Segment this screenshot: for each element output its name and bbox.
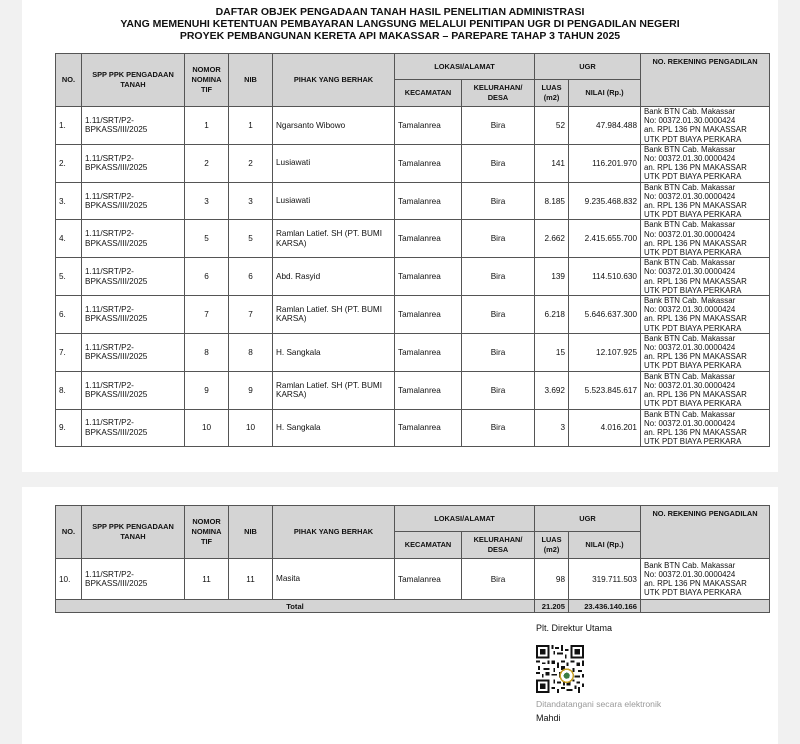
cell-luas: 8.185	[535, 182, 569, 220]
spp-line-1: 1.11/SRT/P2-	[85, 267, 134, 277]
cell-no: 8.	[56, 371, 82, 409]
table-row	[56, 296, 770, 334]
cell-no: 3.	[56, 182, 82, 220]
cell-rekening	[641, 559, 770, 600]
header-kecamatan: KECAMATAN	[395, 532, 462, 559]
cell-spp	[82, 258, 185, 296]
cell-pihak	[273, 144, 395, 182]
table-row	[56, 107, 770, 145]
header-nib: NIB	[229, 506, 273, 559]
cell-rekening	[641, 409, 770, 447]
cell-nilai: 47.984.488	[569, 107, 641, 145]
cell-no: 4.	[56, 220, 82, 258]
cell-kelurahan: Bira	[462, 409, 535, 447]
cell-luas: 139	[535, 258, 569, 296]
cell-nilai: 9.235.468.832	[569, 182, 641, 220]
spp-line-1: 1.11/SRT/P2-	[85, 304, 134, 314]
signatory-role: Plt. Direktur Utama	[536, 623, 613, 633]
cell-nominatif: 1	[185, 107, 229, 145]
bank-line-2: No: 00372.01.30.0000424	[644, 380, 736, 390]
land-objects-table-continued	[55, 505, 770, 613]
bank-line-2: No: 00372.01.30.0000424	[644, 191, 736, 201]
spp-line-1: 1.11/SRT/P2-	[85, 380, 134, 390]
header-luas: LUAS (m2)	[535, 80, 569, 107]
bank-line-2: No: 00372.01.30.0000424	[644, 116, 736, 126]
cell-no: 7.	[56, 333, 82, 371]
cell-nilai: 116.201.970	[569, 144, 641, 182]
title-line-3: PROYEK PEMBANGUNAN KERETA API MAKASSAR – PAREPARE TAHAP 3 TAHUN 2025	[179, 30, 621, 42]
bank-line-3: an. RPL 136 PN MAKASSAR	[644, 427, 747, 437]
pihak-line-1: Lusiawati	[276, 196, 311, 206]
header-nilai: NILAI (Rp.)	[569, 532, 641, 559]
cell-kecamatan: Tamalanrea	[395, 182, 462, 220]
cell-kecamatan: Tamalanrea	[395, 258, 462, 296]
bank-line-1: Bank BTN Cab. Makassar	[644, 144, 736, 154]
spp-line-2: BPKASS/III/2025	[85, 125, 148, 135]
cell-spp	[82, 220, 185, 258]
bank-line-2: No: 00372.01.30.0000424	[644, 305, 736, 315]
header-luas: LUAS (m2)	[535, 532, 569, 559]
cell-nib: 10	[229, 409, 273, 447]
header-spp: SPP PPK PENGADAAN TANAH	[82, 54, 185, 107]
spp-line-1: 1.11/SRT/P2-	[85, 153, 134, 163]
spp-line-2: BPKASS/III/2025	[85, 201, 148, 211]
cell-spp	[82, 107, 185, 145]
table-row	[56, 182, 770, 220]
total-rekening-empty	[641, 600, 770, 613]
cell-no: 1.	[56, 107, 82, 145]
total-nilai: 23.436.140.166	[569, 600, 641, 613]
header-kecamatan: KECAMATAN	[395, 80, 462, 107]
cell-nilai: 319.711.503	[569, 559, 641, 600]
table-row	[56, 144, 770, 182]
cell-no: 9.	[56, 409, 82, 447]
bank-line-3: an. RPL 136 PN MAKASSAR	[644, 314, 747, 324]
bank-line-1: Bank BTN Cab. Makassar	[644, 371, 736, 381]
cell-rekening	[641, 333, 770, 371]
header-pihak: PIHAK YANG BERHAK	[273, 506, 395, 559]
bank-line-1: Bank BTN Cab. Makassar	[644, 258, 736, 268]
cell-nib: 6	[229, 258, 273, 296]
bank-line-2: No: 00372.01.30.0000424	[644, 569, 736, 579]
header-lokasi: LOKASI/ALAMAT	[395, 506, 535, 532]
cell-spp	[82, 371, 185, 409]
bank-line-2: No: 00372.01.30.0000424	[644, 229, 736, 239]
signatory-name: Mahdi	[536, 713, 561, 723]
table-row	[56, 371, 770, 409]
total-row	[56, 600, 770, 613]
cell-nilai: 4.016.201	[569, 409, 641, 447]
spp-line-2: BPKASS/III/2025	[85, 579, 148, 588]
header-kelurahan: KELURAHAN/ DESA	[462, 532, 535, 559]
bank-line-4: UTK PDT BIAYA PERKARA	[644, 323, 742, 333]
cell-kelurahan: Bira	[462, 333, 535, 371]
total-label: Total	[56, 600, 535, 613]
bank-line-1: Bank BTN Cab. Makassar	[644, 296, 736, 306]
pihak-line-1: Abd. Rasyid	[276, 271, 321, 281]
document-title	[22, 6, 778, 42]
cell-nib: 3	[229, 182, 273, 220]
cell-kecamatan: Tamalanrea	[395, 333, 462, 371]
bank-line-4: UTK PDT BIAYA PERKARA	[644, 437, 742, 447]
bank-line-3: an. RPL 136 PN MAKASSAR	[644, 238, 747, 248]
cell-pihak	[273, 296, 395, 334]
header-nominatif: NOMOR NOMINA TIF	[185, 506, 229, 559]
cell-spp	[82, 559, 185, 600]
header-lokasi: LOKASI/ALAMAT	[395, 54, 535, 80]
bank-line-2: No: 00372.01.30.0000424	[644, 267, 736, 277]
total-luas: 21.205	[535, 600, 569, 613]
spp-line-1: 1.11/SRT/P2-	[85, 569, 134, 579]
cell-luas: 15	[535, 333, 569, 371]
pihak-line-1: Ramlan Latief. SH (PT. BUMI	[276, 229, 383, 239]
pihak-line-2: KARSA)	[276, 314, 307, 324]
bank-line-3: an. RPL 136 PN MAKASSAR	[644, 390, 747, 400]
cell-nominatif: 9	[185, 371, 229, 409]
cell-kelurahan: Bira	[462, 258, 535, 296]
cell-nib: 7	[229, 296, 273, 334]
cell-nominatif: 6	[185, 258, 229, 296]
bank-line-1: Bank BTN Cab. Makassar	[644, 220, 736, 230]
pihak-line-1: H. Sangkala	[276, 347, 321, 357]
cell-nib: 2	[229, 144, 273, 182]
cell-nilai: 2.415.655.700	[569, 220, 641, 258]
spp-line-2: BPKASS/III/2025	[85, 427, 148, 437]
cell-spp	[82, 144, 185, 182]
bank-line-4: UTK PDT BIAYA PERKARA	[644, 172, 742, 182]
cell-rekening	[641, 107, 770, 145]
bank-line-3: an. RPL 136 PN MAKASSAR	[644, 352, 747, 362]
cell-kelurahan: Bira	[462, 559, 535, 600]
document-page-1	[22, 0, 778, 472]
pihak-line-1: Masita	[276, 574, 301, 584]
bank-line-4: UTK PDT BIAYA PERKARA	[644, 361, 742, 371]
cell-nominatif: 5	[185, 220, 229, 258]
bank-line-4: UTK PDT BIAYA PERKARA	[644, 588, 742, 598]
cell-spp	[82, 409, 185, 447]
cell-kelurahan: Bira	[462, 144, 535, 182]
cell-rekening	[641, 258, 770, 296]
cell-kecamatan: Tamalanrea	[395, 107, 462, 145]
header-no: NO.	[56, 54, 82, 107]
spp-line-1: 1.11/SRT/P2-	[85, 229, 134, 239]
header-rekening: NO. REKENING PENGADILAN	[641, 54, 770, 107]
table-row	[56, 409, 770, 447]
bank-line-2: No: 00372.01.30.0000424	[644, 343, 736, 353]
cell-luas: 3	[535, 409, 569, 447]
cell-nib: 1	[229, 107, 273, 145]
cell-pihak	[273, 559, 395, 600]
cell-rekening	[641, 296, 770, 334]
cell-spp	[82, 182, 185, 220]
cell-rekening	[641, 371, 770, 409]
cell-nib: 5	[229, 220, 273, 258]
cell-nominatif: 2	[185, 144, 229, 182]
pihak-line-1: Ramlan Latief. SH (PT. BUMI	[276, 304, 383, 314]
pihak-line-1: Ramlan Latief. SH (PT. BUMI	[276, 380, 383, 390]
header-rekening: NO. REKENING PENGADILAN	[641, 506, 770, 559]
header-pihak: PIHAK YANG BERHAK	[273, 54, 395, 107]
cell-kecamatan: Tamalanrea	[395, 296, 462, 334]
header-ugr: UGR	[535, 54, 641, 80]
spp-line-2: BPKASS/III/2025	[85, 314, 148, 324]
bank-line-2: No: 00372.01.30.0000424	[644, 418, 736, 428]
pihak-line-2: KARSA)	[276, 238, 307, 248]
table-row	[56, 333, 770, 371]
cell-luas: 141	[535, 144, 569, 182]
cell-pihak	[273, 258, 395, 296]
pihak-line-1: H. Sangkala	[276, 423, 321, 433]
cell-rekening	[641, 220, 770, 258]
title-line-2: YANG MEMENUHI KETENTUAN PEMBAYARAN LANGSUNG MELALUI PENITIPAN UGR DI PENGADILAN NEGERI	[120, 18, 680, 30]
bank-line-3: an. RPL 136 PN MAKASSAR	[644, 201, 747, 211]
cell-nilai: 5.646.637.300	[569, 296, 641, 334]
pihak-line-1: Ngarsanto Wibowo	[276, 120, 346, 130]
cell-kelurahan: Bira	[462, 371, 535, 409]
bank-line-4: UTK PDT BIAYA PERKARA	[644, 399, 742, 409]
spp-line-2: BPKASS/III/2025	[85, 352, 148, 362]
land-objects-table	[55, 53, 770, 447]
header-no: NO.	[56, 506, 82, 559]
cell-luas: 52	[535, 107, 569, 145]
cell-nib: 9	[229, 371, 273, 409]
bank-line-4: UTK PDT BIAYA PERKARA	[644, 210, 742, 220]
cell-nilai: 5.523.845.617	[569, 371, 641, 409]
cell-luas: 2.662	[535, 220, 569, 258]
cell-no: 10.	[56, 559, 82, 600]
cell-kelurahan: Bira	[462, 107, 535, 145]
header-kelurahan: KELURAHAN/ DESA	[462, 80, 535, 107]
spp-line-1: 1.11/SRT/P2-	[85, 342, 134, 352]
cell-pihak	[273, 107, 395, 145]
signature-note: Ditandatangani secara elektronik	[536, 699, 662, 709]
bank-line-1: Bank BTN Cab. Makassar	[644, 409, 736, 419]
cell-nominatif: 10	[185, 409, 229, 447]
bank-line-3: an. RPL 136 PN MAKASSAR	[644, 276, 747, 286]
cell-nilai: 114.510.630	[569, 258, 641, 296]
cell-kecamatan: Tamalanrea	[395, 371, 462, 409]
bank-line-1: Bank BTN Cab. Makassar	[644, 182, 736, 192]
bank-line-2: No: 00372.01.30.0000424	[644, 154, 736, 164]
bank-line-3: an. RPL 136 PN MAKASSAR	[644, 125, 747, 135]
cell-no: 2.	[56, 144, 82, 182]
pihak-line-2: KARSA)	[276, 390, 307, 400]
bank-line-4: UTK PDT BIAYA PERKARA	[644, 285, 742, 295]
bank-line-4: UTK PDT BIAYA PERKARA	[644, 134, 742, 144]
spp-line-2: BPKASS/III/2025	[85, 163, 148, 173]
bank-line-1: Bank BTN Cab. Makassar	[644, 333, 736, 343]
cell-spp	[82, 333, 185, 371]
cell-rekening	[641, 182, 770, 220]
table-row	[56, 220, 770, 258]
cell-pihak	[273, 333, 395, 371]
cell-kecamatan: Tamalanrea	[395, 144, 462, 182]
header-nib: NIB	[229, 54, 273, 107]
cell-pihak	[273, 371, 395, 409]
spp-line-2: BPKASS/III/2025	[85, 276, 148, 286]
cell-luas: 98	[535, 559, 569, 600]
bank-line-3: an. RPL 136 PN MAKASSAR	[644, 579, 747, 588]
cell-pihak	[273, 182, 395, 220]
table-row	[56, 559, 770, 600]
bank-line-4: UTK PDT BIAYA PERKARA	[644, 248, 742, 258]
cell-no: 5.	[56, 258, 82, 296]
spp-line-2: BPKASS/III/2025	[85, 238, 148, 248]
bank-line-3: an. RPL 136 PN MAKASSAR	[644, 163, 747, 173]
cell-kecamatan: Tamalanrea	[395, 559, 462, 600]
cell-kelurahan: Bira	[462, 296, 535, 334]
cell-nominatif: 7	[185, 296, 229, 334]
spp-line-1: 1.11/SRT/P2-	[85, 418, 134, 428]
bank-line-1: Bank BTN Cab. Makassar	[644, 107, 736, 116]
cell-rekening	[641, 144, 770, 182]
cell-nominatif: 8	[185, 333, 229, 371]
document-page-2	[22, 487, 778, 744]
cell-kelurahan: Bira	[462, 182, 535, 220]
table-row	[56, 258, 770, 296]
spp-line-1: 1.11/SRT/P2-	[85, 115, 134, 125]
title-line-1: DAFTAR OBJEK PENGADAAN TANAH HASIL PENELITIAN ADMINISTRASI	[215, 6, 585, 18]
cell-kecamatan: Tamalanrea	[395, 220, 462, 258]
cell-luas: 3.692	[535, 371, 569, 409]
cell-nib: 11	[229, 559, 273, 600]
cell-luas: 6.218	[535, 296, 569, 334]
cell-nib: 8	[229, 333, 273, 371]
cell-pihak	[273, 409, 395, 447]
cell-nominatif: 3	[185, 182, 229, 220]
cell-kecamatan: Tamalanrea	[395, 409, 462, 447]
cell-pihak	[273, 220, 395, 258]
qr-code-icon	[536, 645, 584, 693]
header-ugr: UGR	[535, 506, 641, 532]
pihak-line-1: Lusiawati	[276, 158, 311, 168]
cell-spp	[82, 296, 185, 334]
spp-line-2: BPKASS/III/2025	[85, 390, 148, 400]
cell-nilai: 12.107.925	[569, 333, 641, 371]
cell-kelurahan: Bira	[462, 220, 535, 258]
cell-no: 6.	[56, 296, 82, 334]
bank-line-1: Bank BTN Cab. Makassar	[644, 560, 736, 570]
header-nominatif: NOMOR NOMINA TIF	[185, 54, 229, 107]
header-nilai: NILAI (Rp.)	[569, 80, 641, 107]
header-spp: SPP PPK PENGADAAN TANAH	[82, 506, 185, 559]
spp-line-1: 1.11/SRT/P2-	[85, 191, 134, 201]
cell-nominatif: 11	[185, 559, 229, 600]
